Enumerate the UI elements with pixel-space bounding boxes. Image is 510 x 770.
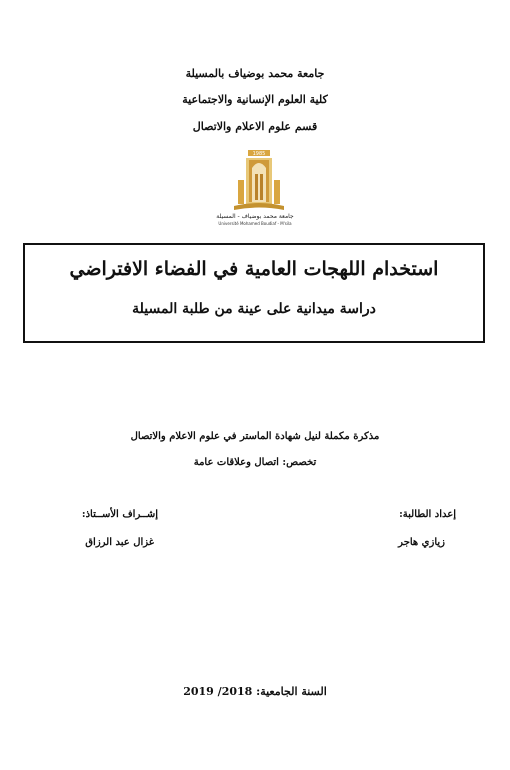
logo-caption-french: Université Mohamed Boudiaf - M'sila [218, 221, 292, 226]
student-label: إعداد الطالبة: [399, 509, 456, 520]
thesis-subtitle: دراسة ميدانية على عينة من طلبة المسيلة [132, 301, 376, 317]
logo-caption-arabic: جامعة محمد بوضياف - المسيلة [216, 213, 294, 220]
memo-specialty: تخصص: اتصال وعلاقات عامة [193, 457, 317, 468]
department-name: قسم علوم الاعلام والاتصال [192, 120, 318, 133]
faculty-name: كلية العلوم الإنسانية والاجتماعية [182, 93, 328, 106]
supervisor-name: غزال عبد الرزاق [85, 537, 154, 548]
title-box [23, 243, 485, 343]
university-name: جامعة محمد بوضياف بالمسيلة [185, 67, 325, 80]
student-name: زيازي هاجر [398, 537, 445, 548]
thesis-title: استخدام اللهجات العامية في الفضاء الافتراضي [69, 258, 439, 280]
logo-year: 1985 [252, 151, 266, 157]
academic-year: السنة الجامعية: 2018/ 2019 [183, 685, 327, 698]
memo-description: مذكرة مكملة لنيل شهادة الماستر في علوم الاعلام والاتصال [130, 431, 380, 442]
supervisor-label: إشــراف الأســتاذ: [81, 509, 158, 520]
